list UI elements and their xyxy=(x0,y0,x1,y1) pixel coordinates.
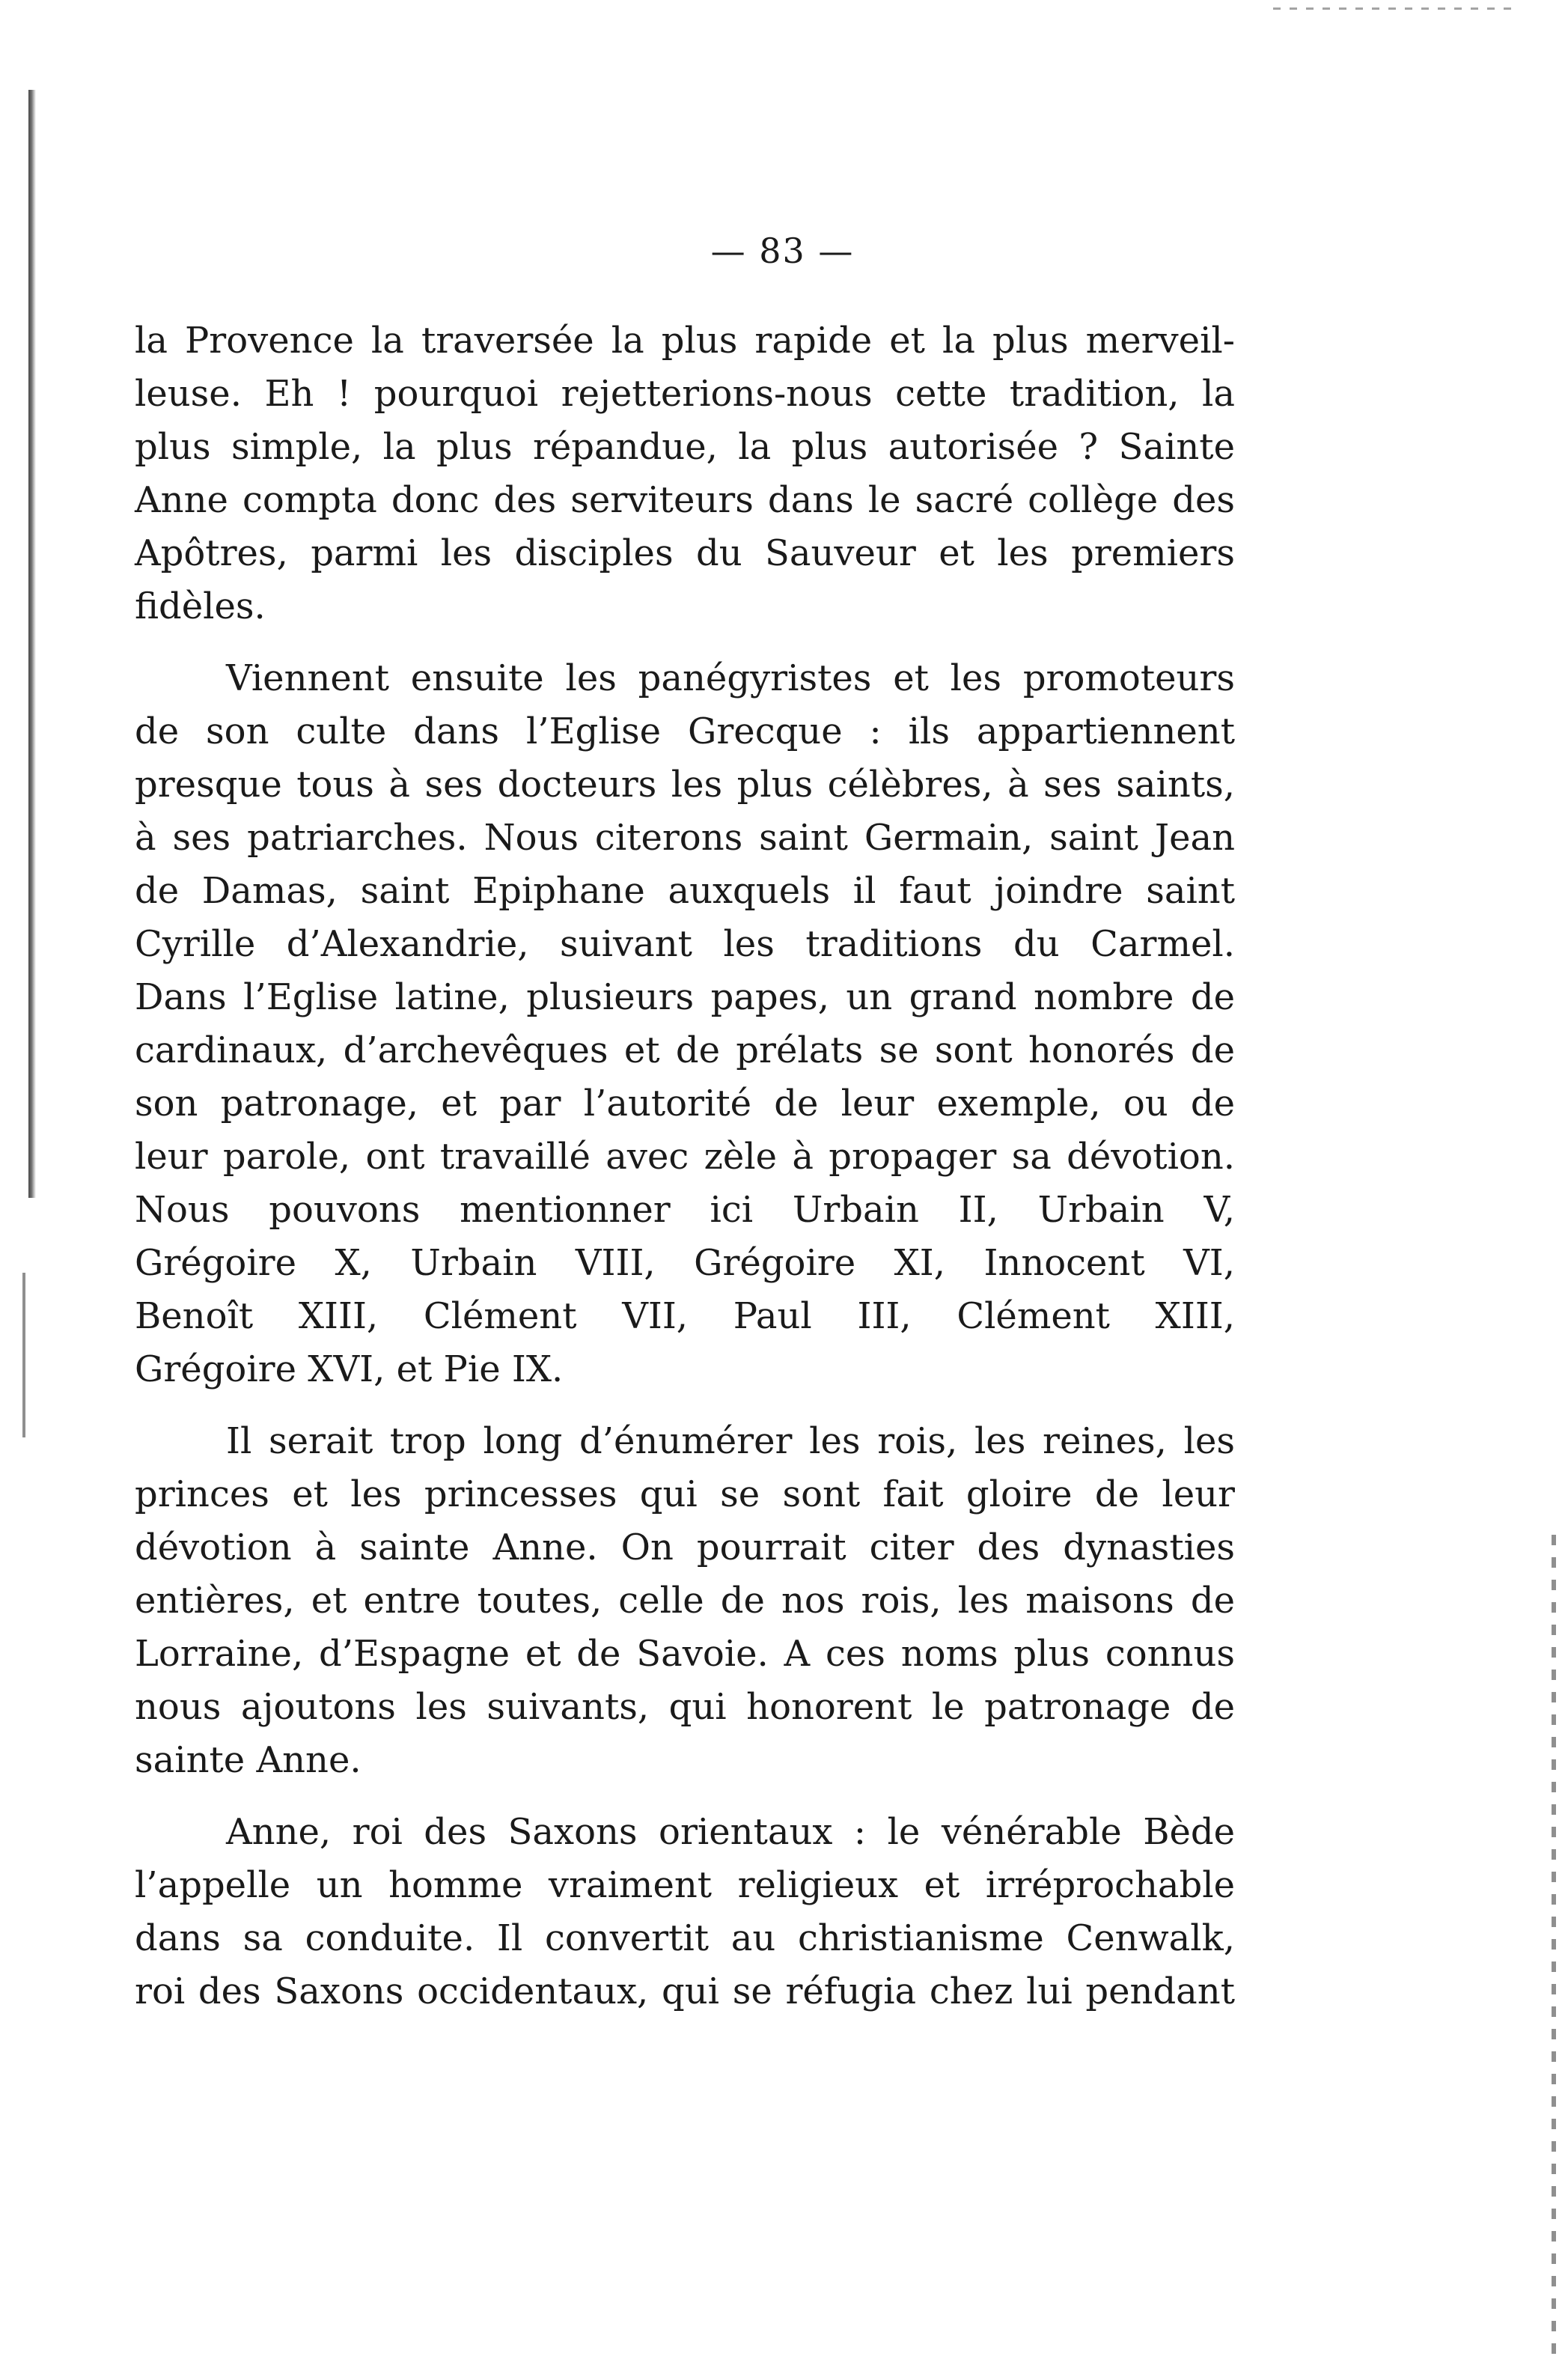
text-line: princes et les princesses qui se sont fait gloire de leur xyxy=(135,1473,1235,1515)
text-line: Grégoire XVI, et Pie IX. xyxy=(135,1348,564,1390)
text-line: cardinaux, d’archevêques et de prélats se sont honorés de xyxy=(135,1029,1235,1071)
text-line: leuse. Eh ! pourquoi rejetterions-nous cette tradition, la xyxy=(135,373,1235,415)
scan-edge-mark-right xyxy=(1552,1535,1556,2358)
text-line: Benoît XIII, Clément VII, Paul III, Clément XIII, xyxy=(135,1295,1235,1337)
text-line: de Damas, saint Epiphane auxquels il faut joindre saint xyxy=(135,870,1235,912)
paragraph-spacer xyxy=(135,1396,1235,1415)
text-line: plus simple, la plus répandue, la plus autorisée ? Sainte xyxy=(135,426,1235,468)
body-text xyxy=(135,314,1235,2018)
text-line: à ses patriarches. Nous citerons saint Germain, saint Jean xyxy=(135,817,1235,859)
text-line: sainte Anne. xyxy=(135,1739,361,1781)
text-line: dévotion à sainte Anne. On pourrait citer des dynasties xyxy=(135,1527,1235,1568)
text-line: Nous pouvons mentionner ici Urbain II, Urbain V, xyxy=(135,1189,1235,1231)
text-line: l’appelle un homme vraiment religieux et irréprochable xyxy=(135,1864,1235,1906)
text-line: de son culte dans l’Eglise Grecque : ils appartiennent xyxy=(135,710,1235,752)
text-line: Anne, roi des Saxons orientaux : le vénérable Bède xyxy=(226,1811,1235,1853)
paragraph-2 xyxy=(135,652,1235,1396)
text-line: Lorraine, d’Espagne et de Savoie. A ces noms plus connus xyxy=(135,1633,1235,1675)
paragraph-3 xyxy=(135,1415,1235,1787)
text-line: fidèles. xyxy=(135,585,266,627)
page-number: — 83 — xyxy=(710,231,855,271)
paragraph-spacer xyxy=(135,633,1235,652)
text-line: entières, et entre toutes, celle de nos rois, les maisons de xyxy=(135,1580,1235,1622)
text-line: Grégoire X, Urbain VIII, Grégoire XI, Innocent VI, xyxy=(135,1242,1235,1284)
text-line: roi des Saxons occidentaux, qui se réfugia chez lui pendant xyxy=(135,1970,1235,2012)
text-line: Il serait trop long d’énumérer les rois, les reines, les xyxy=(226,1420,1235,1462)
text-line: Anne compta donc des serviteurs dans le sacré collège des xyxy=(135,479,1235,521)
scan-binding-mark-left xyxy=(22,1273,25,1437)
text-line: son patronage, et par l’autorité de leur exemple, ou de xyxy=(135,1083,1235,1124)
text-line: Apôtres, parmi les disciples du Sauveur et les premiers xyxy=(135,532,1235,574)
paragraph-spacer xyxy=(135,1787,1235,1806)
paragraph-4 xyxy=(135,1806,1235,2018)
text-line: nous ajoutons les suivants, qui honorent le patronage de xyxy=(135,1686,1235,1728)
text-line: leur parole, ont travaillé avec zèle à propager sa dévotion. xyxy=(135,1136,1235,1178)
paragraph-1 xyxy=(135,314,1235,633)
text-line: Dans l’Eglise latine, plusieurs papes, un grand nombre de xyxy=(135,976,1235,1018)
text-line: Cyrille d’Alexandrie, suivant les traditions du Carmel. xyxy=(135,923,1235,965)
scan-edge-mark-top xyxy=(1273,7,1520,10)
text-line: dans sa conduite. Il convertit au christianisme Cenwalk, xyxy=(135,1917,1235,1959)
text-line: presque tous à ses docteurs les plus célèbres, à ses saints, xyxy=(135,764,1235,806)
text-line: la Provence la traversée la plus rapide et la plus merveil- xyxy=(135,320,1235,362)
text-line: Viennent ensuite les panégyristes et les promoteurs xyxy=(226,657,1235,699)
